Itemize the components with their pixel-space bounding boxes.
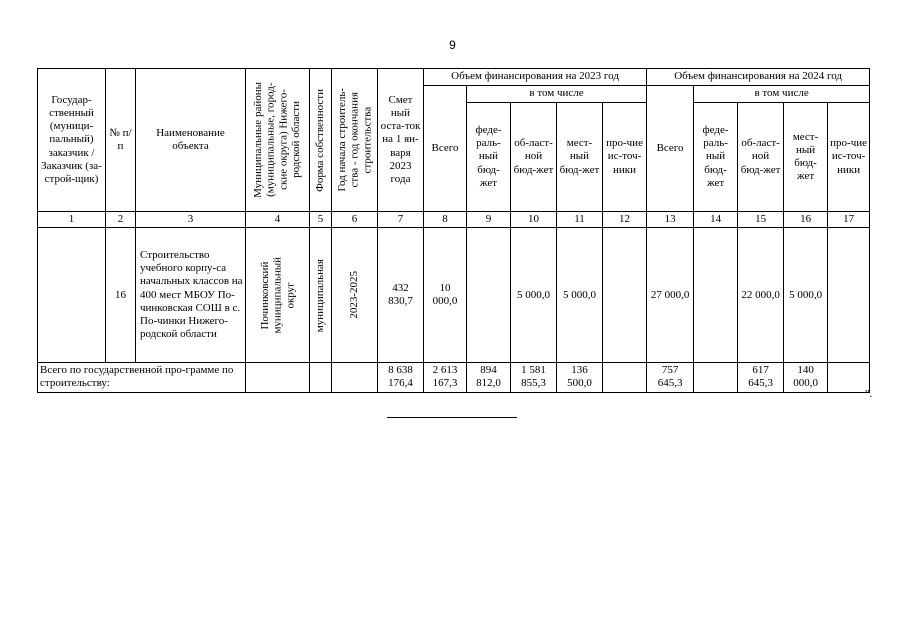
row-local-2023: 5 000,0: [557, 228, 603, 363]
col-num-8: 8: [424, 212, 467, 228]
header-years: Год начала строитель- ства - год окончания строительства: [332, 69, 378, 212]
totals-estimate: 8 638 176,4: [378, 363, 424, 392]
col-num-17: 17: [828, 212, 870, 228]
col-num-15: 15: [738, 212, 784, 228]
totals-district: [246, 363, 310, 392]
row-other-2023: [603, 228, 647, 363]
column-numbers-row: [38, 212, 870, 228]
header-other-2023: про-чие ис-точ-ники: [603, 103, 647, 212]
row-object-name: Строительство учебного корпу-са начальных классов на 400 мест МБОУ По-чинковская СОШ в с. По-чинки Нижего-родской области: [136, 228, 246, 363]
totals-regional-2024: 617 645,3: [738, 363, 784, 392]
col-num-4: 4: [246, 212, 310, 228]
header-other-2024: про-чие ис-точ-ники: [828, 103, 870, 212]
col-num-16: 16: [784, 212, 828, 228]
totals-other-2024: [828, 363, 870, 392]
row-ownership: муниципальная: [310, 228, 332, 363]
totals-row: [38, 363, 870, 392]
row-estimate: 432 830,7: [378, 228, 424, 363]
col-num-12: 12: [603, 212, 647, 228]
closing-quote: ".: [865, 388, 873, 400]
row-total-2024: 27 000,0: [647, 228, 694, 363]
row-district: Починковский муниципальный округ: [246, 228, 310, 363]
row-num: 16: [106, 228, 136, 363]
header-fin-2024: Объем финансирования на 2024 год: [647, 69, 870, 86]
header-local-2023: мест-ный бюд-жет: [557, 103, 603, 212]
end-rule: [387, 417, 517, 418]
header-fin-2023: Объем финансирования на 2023 год: [424, 69, 647, 86]
header-estimate: Смет ный оста-ток на 1 ян-варя 2023 года: [378, 69, 424, 212]
header-customer: Государ-ственный (муници-пальный) заказчик / Заказчик (за-строй-щик): [38, 69, 106, 212]
totals-local-2024: 140 000,0: [784, 363, 828, 392]
header-num: № п/п: [106, 69, 136, 212]
header-regional-2023: об-ласт-ной бюд-жет: [511, 103, 557, 212]
col-num-10: 10: [511, 212, 557, 228]
totals-label: Всего по государственной про-грамме по строительству:: [38, 363, 246, 392]
col-num-6: 6: [332, 212, 378, 228]
col-num-13: 13: [647, 212, 694, 228]
header-including-2024: в том числе: [694, 86, 870, 103]
construction-table: [37, 68, 870, 393]
header-districts: Муниципальные районы (муниципальные, город- ские округа) Нижего- родской области: [246, 69, 310, 212]
row-regional-2023: 5 000,0: [511, 228, 557, 363]
totals-years: [332, 363, 378, 392]
row-regional-2024: 22 000,0: [738, 228, 784, 363]
col-num-5: 5: [310, 212, 332, 228]
totals-total-2024: 757 645,3: [647, 363, 694, 392]
header-regional-2024: об-ласт-ной бюд-жет: [738, 103, 784, 212]
row-local-2024: 5 000,0: [784, 228, 828, 363]
totals-ownership: [310, 363, 332, 392]
header-federal-2024: феде-раль-ный бюд-жет: [694, 103, 738, 212]
header-total-2023: Всего: [424, 86, 467, 212]
header-total-2024: Всего: [647, 86, 694, 212]
row-customer: [38, 228, 106, 363]
header-local-2024: мест-ный бюд-жет: [784, 103, 828, 212]
header-federal-2023: феде-раль-ный бюд-жет: [467, 103, 511, 212]
header-object-name: Наименование объекта: [136, 69, 246, 212]
totals-total-2023: 2 613 167,3: [424, 363, 467, 392]
header-including-2023: в том числе: [467, 86, 647, 103]
header-ownership: Форма собственности: [310, 69, 332, 212]
col-num-11: 11: [557, 212, 603, 228]
table-row: [38, 228, 870, 363]
col-num-9: 9: [467, 212, 511, 228]
totals-local-2023: 136 500,0: [557, 363, 603, 392]
totals-federal-2023: 894 812,0: [467, 363, 511, 392]
row-years: 2023-2025: [332, 228, 378, 363]
totals-regional-2023: 1 581 855,3: [511, 363, 557, 392]
row-other-2024: [828, 228, 870, 363]
page-number: 9: [449, 38, 456, 52]
col-num-1: 1: [38, 212, 106, 228]
totals-other-2023: [603, 363, 647, 392]
col-num-14: 14: [694, 212, 738, 228]
row-federal-2024: [694, 228, 738, 363]
col-num-7: 7: [378, 212, 424, 228]
row-total-2023: 10 000,0: [424, 228, 467, 363]
totals-federal-2024: [694, 363, 738, 392]
row-federal-2023: [467, 228, 511, 363]
col-num-3: 3: [136, 212, 246, 228]
col-num-2: 2: [106, 212, 136, 228]
